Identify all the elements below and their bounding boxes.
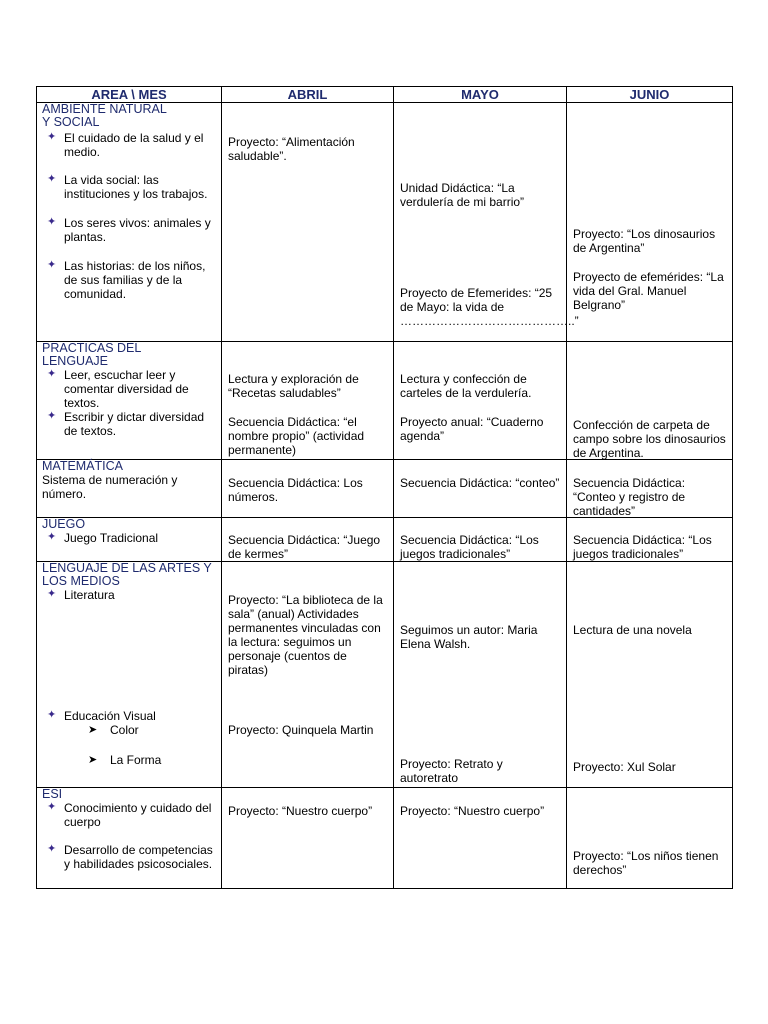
area-cell: [37, 342, 222, 460]
month-cell: [567, 518, 733, 562]
table-row: [37, 460, 733, 518]
month-cell: [222, 460, 394, 518]
arrowhead-bullet-icon: ➤: [88, 754, 98, 766]
month-cell: [567, 788, 733, 889]
activity-text: Proyecto: “Los dinosaurios de Argentina”: [573, 227, 716, 255]
month-cell: [567, 103, 733, 342]
diamond-star-bullet-icon: ✦: [47, 216, 57, 228]
activity-text: Lectura y exploración de “Recetas saludables”: [228, 372, 359, 400]
area-title: JUEGO: [42, 517, 86, 531]
activity-text: Secuencia Didáctica: “Conteo y registro de cantidades”: [573, 476, 686, 518]
area-title: LENGUAJE DE LAS ARTES Y LOS MEDIOS: [42, 561, 212, 588]
month-cell: [567, 342, 733, 460]
header-month: MAYO: [394, 87, 567, 103]
month-cell: [567, 460, 733, 518]
area-title: MATEMÁTICA: [42, 459, 124, 473]
list-item: ✦ Leer, escuchar leer y comentar diversidad de textos.: [47, 368, 189, 410]
month-cell: [222, 342, 394, 460]
activity-text: Proyecto: “Los niños tienen derechos”: [573, 849, 719, 877]
list-item: ✦ El cuidado de la salud y el medio.: [47, 131, 204, 159]
table-row: [37, 518, 733, 562]
diamond-star-bullet-icon: ✦: [47, 801, 57, 813]
area-cell: [37, 518, 222, 562]
activity-text: Unidad Didáctica: “La verdulería de mi barrio”: [400, 181, 525, 209]
list-item: ✦ La vida social: las instituciones y los trabajos.: [47, 173, 208, 201]
table-row: [37, 103, 733, 342]
activity-text: Secuencia Didáctica: Los números.: [228, 476, 363, 504]
activity-text: Proyecto: Xul Solar: [573, 760, 676, 774]
table-row: [37, 562, 733, 788]
activity-text: Secuencia Didáctica: “Juego de kermes”: [228, 533, 381, 561]
month-cell: [394, 788, 567, 889]
area-title: PRACTICAS DEL LENGUAJE: [42, 341, 141, 368]
list-item: ✦ Conocimiento y cuidado del cuerpo: [47, 801, 212, 829]
activity-text: Secuencia Didáctica: “Los juegos tradicionales”: [573, 533, 712, 561]
activity-text: Proyecto: “Alimentación saludable”.: [228, 135, 355, 163]
arrowhead-bullet-icon: ➤: [88, 724, 98, 736]
activity-text: Secuencia Didáctica: “el nombre propio” (actividad permanente): [228, 415, 365, 457]
header-month: JUNIO: [567, 87, 733, 103]
activity-text: Proyecto: “Nuestro cuerpo”: [400, 804, 545, 818]
month-cell: [394, 103, 579, 342]
diamond-star-bullet-icon: ✦: [47, 531, 57, 543]
sub-list-item: ➤ La Forma: [88, 753, 162, 767]
month-cell: [222, 788, 394, 889]
activity-text: Proyecto: Retrato y autoretrato: [400, 757, 503, 785]
list-item: ✦ Educación Visual: [47, 709, 156, 723]
header-month: ABRIL: [222, 87, 394, 103]
month-cell: [222, 103, 394, 342]
diamond-star-bullet-icon: ✦: [47, 709, 57, 721]
month-cell: [567, 562, 733, 788]
table-row: [37, 788, 733, 889]
activity-text: Secuencia Didáctica: “Los juegos tradicionales”: [400, 533, 539, 561]
table-row: [37, 342, 733, 460]
activity-text: Secuencia Didáctica: “conteo”: [400, 476, 560, 490]
area-description: Sistema de numeración y número.: [42, 473, 178, 501]
activity-text: Proyecto: “Nuestro cuerpo”: [228, 804, 373, 818]
header-area: AREA \ MES: [37, 87, 222, 103]
month-cell: [394, 460, 567, 518]
activity-text: Proyecto: “La biblioteca de la sala” (anual) Actividades permanentes vinculadas con la lectura: seguimos un personaje (cuentos de piratas): [228, 593, 383, 677]
month-cell: [394, 562, 567, 788]
list-item: ✦ Juego Tradicional: [47, 531, 159, 545]
activity-text: Proyecto de Efemerides: “25 de Mayo: la vida de ……………………………………..”: [400, 286, 579, 328]
list-item: ✦ Desarrollo de competencias y habilidades psicosociales.: [47, 843, 213, 871]
header-row: [37, 87, 733, 103]
area-cell: [37, 103, 222, 342]
month-cell: [394, 342, 567, 460]
diamond-star-bullet-icon: ✦: [47, 368, 57, 380]
activity-text: Lectura y confección de carteles de la verdulería.: [400, 372, 532, 400]
list-item: ✦ Literatura: [47, 588, 115, 602]
diamond-star-bullet-icon: ✦: [47, 588, 57, 600]
activity-text: Lectura de una novela: [573, 623, 692, 637]
list-item: ✦ Escribir y dictar diversidad de textos.: [47, 410, 205, 438]
area-cell: [37, 562, 222, 788]
diamond-star-bullet-icon: ✦: [47, 410, 57, 422]
area-title: ESI: [42, 787, 63, 801]
area-cell: [37, 788, 222, 889]
activity-text: Seguimos un autor: Maria Elena Walsh.: [400, 623, 538, 651]
list-item: ✦ Los seres vivos: animales y plantas.: [47, 216, 211, 244]
activity-text: Proyecto: Quinquela Martin: [228, 723, 374, 737]
activity-text: Confección de carpeta de campo sobre los dinosaurios de Argentina.: [573, 418, 726, 460]
month-cell: [222, 562, 394, 788]
sub-list-item: ➤ Color: [88, 723, 139, 737]
list-item: ✦ Las historias: de los niños, de sus familias y de la comunidad.: [47, 259, 206, 301]
activity-text: Proyecto anual: “Cuaderno agenda”: [400, 415, 544, 443]
planning-table: [36, 86, 733, 889]
diamond-star-bullet-icon: ✦: [47, 173, 57, 185]
activity-text: Proyecto de efemérides: “La vida del Gral. Manuel Belgrano”: [573, 270, 724, 312]
diamond-star-bullet-icon: ✦: [47, 843, 57, 855]
month-cell: [394, 518, 567, 562]
area-cell: [37, 460, 222, 518]
diamond-star-bullet-icon: ✦: [47, 259, 57, 271]
diamond-star-bullet-icon: ✦: [47, 131, 57, 143]
area-title: AMBIENTE NATURAL Y SOCIAL: [42, 102, 167, 129]
month-cell: [222, 518, 394, 562]
